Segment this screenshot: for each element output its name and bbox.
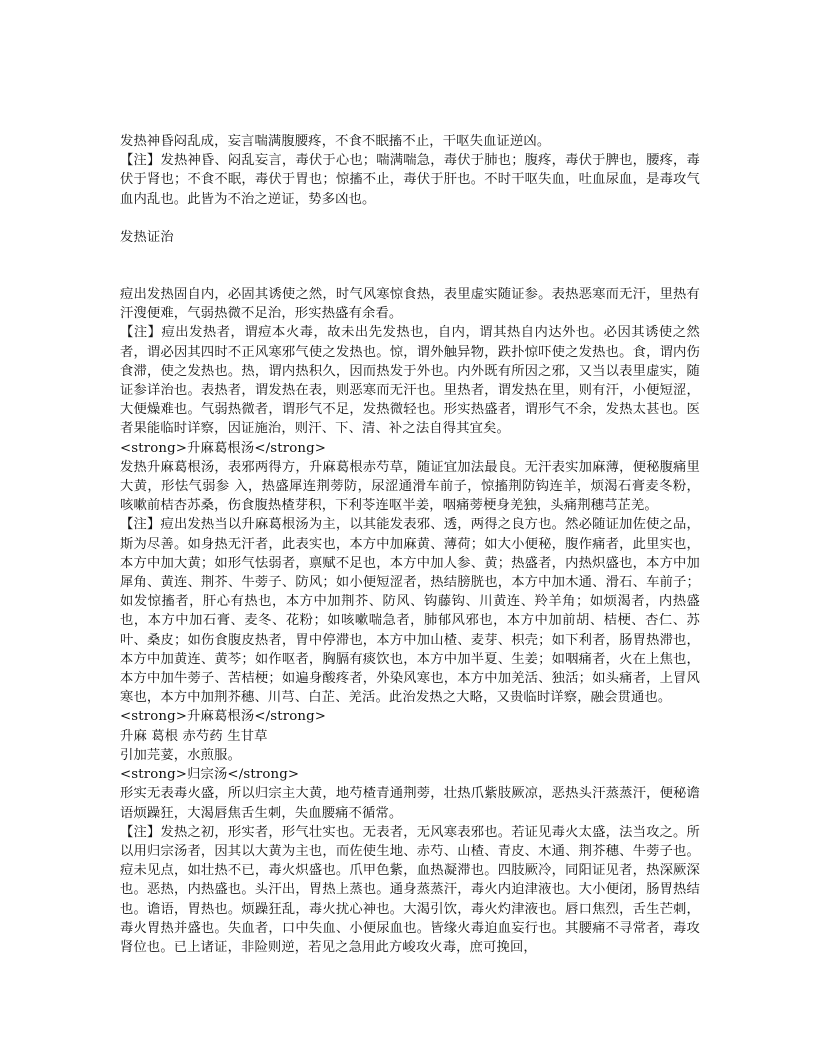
formula-title-raw: <strong>归宗汤</strong> <box>120 767 300 783</box>
document-body <box>120 132 700 957</box>
commentary-paragraph: 【注】痘出发热者，谓痘本火毒，故未出先发热也，自内，谓其热自内达外也。必因其诱使之然者，谓必因其四时不正风寒邪气使之发热也。惊，谓外触异物，跌扑惊吓使之发热也。食，谓内伤食滞，使之发热也。热，谓内热积久，因而热发于外也。内外既有所因之邪，又当以表里虚实，随证参详治也。表热者，谓发热在表，则恶寒而无汗也。里热者，谓发热在里，则有汗，小便短涩，大便燥难也。气弱热微者，谓形气不足，发热微轻也。形实热盛者，谓形气不余，发热太甚也。医者果能临时详察，因证施治，则汗、下、清、补之法自得其宜矣。 <box>120 325 700 437</box>
section-heading: 发热证治 <box>120 229 174 245</box>
verse-paragraph: 痘出发热固自内，必固其诱使之然，时气风寒惊食热，表里虚实随证参。表热恶寒而无汗，里热有汗溲便难，气弱热微不足治，形实热盛有余看。 <box>120 287 700 322</box>
commentary-paragraph: 【注】发热神昏、闷乱妄言，毒伏于心也；喘满喘急，毒伏于肺也；腹疼，毒伏于脾也，腰疼，毒伏于肾也；不食不眠，毒伏于胃也；惊搐不止，毒伏于肝也。不时干呕失血，吐血尿血，是毒攻气血内乱也。此皆为不治之逆证，势多凶也。 <box>120 153 700 207</box>
verse-paragraph: 发热神昏闷乱成，妄言喘满腹腰疼，不食不眠搐不止，干呕失血证逆凶。 <box>120 134 551 149</box>
formula-title-raw: <strong>升麻葛根汤</strong> <box>120 709 327 725</box>
formula-verse: 发热升麻葛根汤，表邪两得方，升麻葛根赤芍草，随证宜加法最良。无汗表实加麻薄，便秘腹痛里大黄，形怯气弱参 入，热盛犀连荆蒡防，尿涩通滑车前子，惊搐荆防钩连羊，烦渴石膏麦冬粉，咳嗽前桔杏苏桑，伤食腹热楂芽积，下利苓连呕半姜，咽痛蒡梗身羌独，头痛荆穗芎芷羌。 <box>120 459 700 514</box>
commentary-paragraph: 【注】痘出发热当以升麻葛根汤为主，以其能发表邪、透，两得之良方也。然必随证加佐使之品，斯为尽善。如身热无汗者，此表实也，本方中加麻黄、薄荷；如大小便秘，腹作痛者，此里实也，本方中加大黄；如形气怯弱者，禀赋不足也，本方中加人参、黄；热盛者，内热炽盛也，本方中加犀角、黄连、荆芥、牛蒡子、防风；如小便短涩者，热结膀胱也，本方中加木通、滑石、车前子；如发惊搐者，肝心有热也，本方中加荆芥、防风、钩藤钩、川黄连、羚羊角；如烦渴者，内热盛也，本方中加石膏、麦冬、花粉；如咳嗽喘急者，肺郁风邪也，本方中加前胡、桔梗、杏仁、苏叶、桑皮；如伤食腹皮热者，胃中停滞也，本方中加山楂、麦芽、枳壳；如下利者，肠胃热滞也，本方中加黄连、黄芩；如作呕者，胸膈有痰饮也，本方中加半夏、生姜；如咽痛者，火在上焦也，本方中加牛蒡子、苦桔梗；如遍身酸疼者，外染风寒也，本方中加羌活、独活；如头痛者，上冒风寒也，本方中加荆芥穗、川芎、白芷、羌活。此治发热之大略，又贵临时详察，融会贯通也。 <box>120 517 700 706</box>
formula-verse: 形实无表毒火盛，所以归宗主大黄，地芍楂青通荆蒡，壮热爪紫肢厥凉，恶热头汗蒸蒸汗，便秘谵语烦躁狂，大渴唇焦舌生刺，失血腰痛不循常。 <box>120 786 700 821</box>
preparation-note: 引加芫荽，水煎服。 <box>120 747 242 763</box>
ingredient-list: 升麻 葛根 赤芍药 生甘草 <box>120 728 268 744</box>
commentary-paragraph: 【注】发热之初，形实者，形气壮实也。无表者，无风寒表邪也。若证见毒火太盛，法当攻之。所以用归宗汤者，因其以大黄为主也，而佐使生地、赤芍、山楂、青皮、木通、荆芥穗、牛蒡子也。痘未见点，如壮热不已，毒火炽盛也。爪甲色紫，血热凝滞也。四肢厥冷，同阳证见者，热深厥深也。恶热，内热盛也。头汗出，胃热上蒸也。通身蒸蒸汗，毒火内迫津液也。大小便闭，肠胃热结也。谵语，胃热也。烦躁狂乱，毒火扰心神也。大渴引饮，毒火灼津液也。唇口焦烈，舌生芒刺，毒火胃热并盛也。失血者，口中失血、小便尿血也。皆缘火毒迫血妄行也。其腰痛不寻常者，毒攻肾位也。已上诸证，非险则逆，若见之急用此方峻攻火毒，庶可挽回， <box>120 824 700 955</box>
formula-title-raw: <strong>升麻葛根汤</strong> <box>120 440 327 456</box>
